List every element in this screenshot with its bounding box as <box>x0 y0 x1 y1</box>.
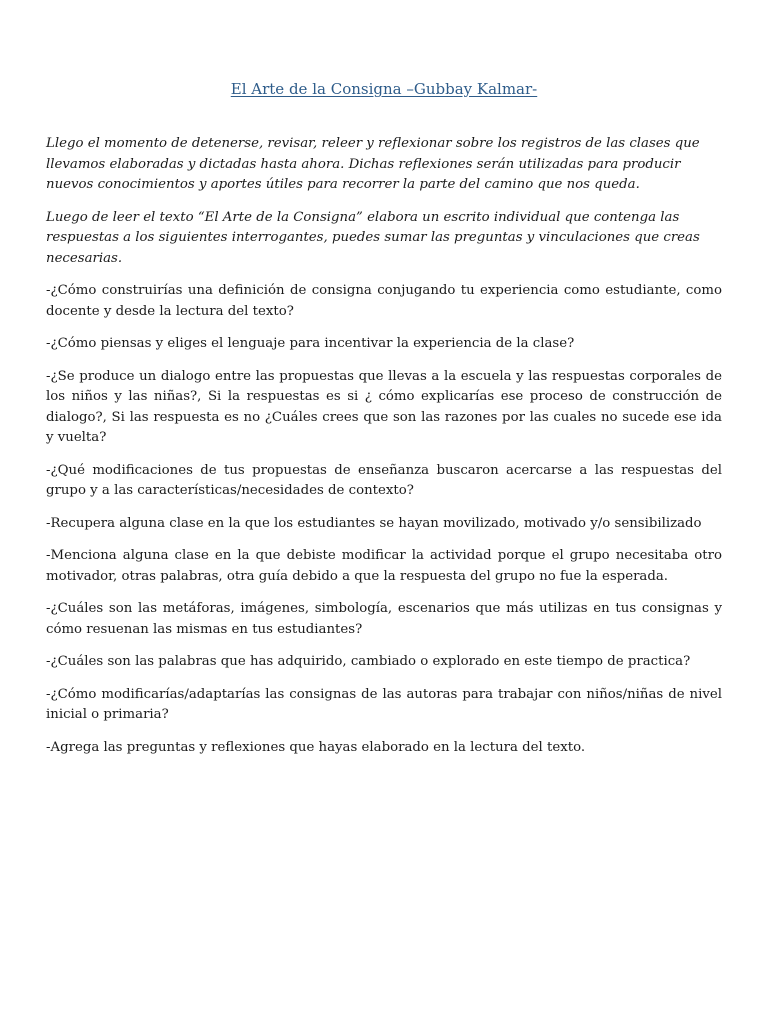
question-item: -¿Cómo modificarías/adaptarías las consignas de las autoras para trabajar con niños/niñas de nivel inicial o primaria? <box>46 686 722 722</box>
question-item: -¿Cómo construirías una definición de consigna conjugando tu experiencia como estudiante, como docente y desde la lectura del texto? <box>46 283 722 319</box>
question-item: -Agrega las preguntas y reflexiones que hayas elaborado en la lectura del texto. <box>46 739 586 755</box>
question-item: -¿Cómo piensas y eliges el lenguaje para incentivar la experiencia de la clase? <box>46 336 575 351</box>
question-item: -¿Cuáles son las metáforas, imágenes, simbología, escenarios que más utilizas en tus consignas y cómo resuenan las mismas en tus estudiantes? <box>46 601 722 637</box>
intro-section <box>46 134 722 269</box>
question-item: -¿Se produce un dialogo entre las propuestas que llevas a la escuela y las respuestas corporales de los niños y las niñas?, Si la respuestas es si ¿ cómo explicarías ese proceso de construcción de dialogo?, Si las respuesta es no ¿Cuáles crees que son las razones por las cuales no sucede ese ida y vuelta? <box>46 368 722 445</box>
document-page <box>46 0 722 770</box>
question-item: -Menciona alguna clase en la que debiste modificar la actividad porque el grupo necesitaba otro motivador, otras palabras, otra guía debido a que la respuesta del grupo no fue la esperada. <box>46 548 722 584</box>
question-item: -¿Cuáles son las palabras que has adquirido, cambiado o explorado en este tiempo de practica? <box>46 654 691 669</box>
intro-paragraph: Llego el momento de detenerse, revisar, releer y reflexionar sobre los registros de las clases que llevamos elaboradas y dictadas hasta ahora. Dichas reflexiones serán utilizadas para producir nuevos conocimientos y aportes útiles para recorrer la parte del camino que nos queda. <box>46 136 700 192</box>
questions-list <box>46 281 722 758</box>
instructions-paragraph: Luego de leer el texto “El Arte de la Consigna” elabora un escrito individual que contenga las respuestas a los siguientes interrogantes, puedes sumar las preguntas y vinculaciones que creas necesarias. <box>46 209 700 266</box>
document-title: El Arte de la Consigna –Gubbay Kalmar- <box>230 80 538 98</box>
question-item: -¿Qué modificaciones de tus propuestas de enseñanza buscaron acercarse a las respuestas del grupo y a las características/necesidades de contexto? <box>46 462 722 498</box>
question-item: -Recupera alguna clase en la que los estudiantes se hayan movilizado, motivado y/o sensibilizado <box>46 515 702 531</box>
